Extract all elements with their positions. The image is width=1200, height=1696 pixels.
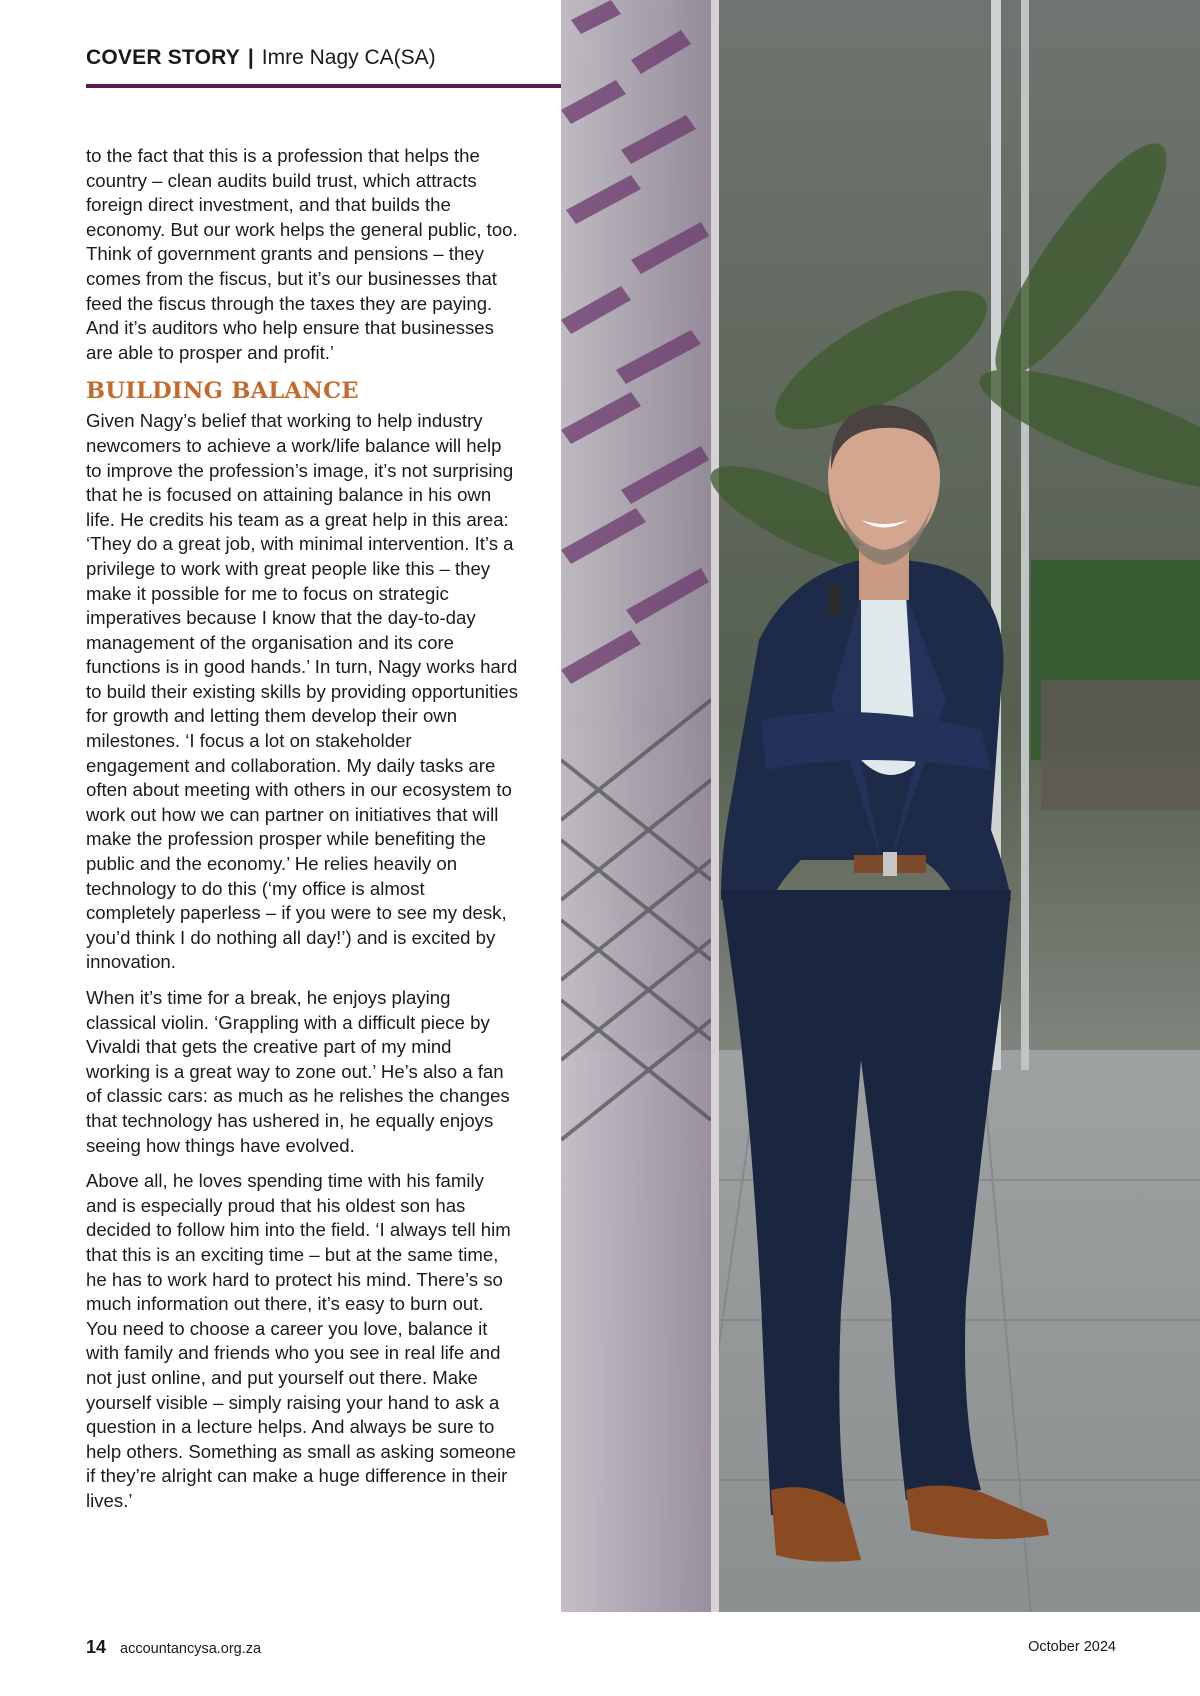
page-number: 14 [86, 1637, 107, 1657]
story-subject: Imre Nagy CA(SA) [261, 46, 436, 69]
section-heading: BUILDING BALANCE [86, 378, 359, 405]
intro-paragraph: to the fact that this is a profession that helps the country – clean audits build trust, which attracts foreign direct investment, and that builds the economy. But our work helps the general public, too. Think of government grants and pensions – they comes from the fiscus, but it’s our businesses that feed the fiscus through the taxes they are paying. And it’s auditors who help ensure that businesses are able to prosper and profit.’ [86, 145, 518, 363]
body-paragraph: Above all, he loves spending time with his family and is especially proud that his oldest son has decided to follow him into the field. ‘I always tell him that this is an exciting time – but at the same time, he has to work hard to protect his mind. There’s so much information out there, it’s easy to burn out. You need to choose a career you love, balance it with family and friends who you see in real life and not just online, and put yourself out there. Make yourself visible – simply raising your hand to ask a question in a lecture helps. And always be sure to help others. Something as small as asking someone if they’re alright can make a huge difference in their lives.’ [86, 1170, 516, 1511]
header-separator: | [247, 46, 254, 69]
body-paragraph: Given Nagy’s belief that working to help industry newcomers to achieve a work/life balance will help to improve the profession’s image, it’s not surprising that he is focused on attaining balance in his own life. He credits his team as a great help in this area: ‘They do a great job, with minimal intervention. It’s a privilege to work with great people like this – they make it possible for me to focus on strategic imperatives because I know that the day-to-day management of the organisation and its core functions is in good hands.’ In turn, Nagy works hard to build their existing skills by providing opportunities for growth and letting them develop their own milestones. ‘I focus a lot on stakeholder engagement and collaboration. My daily tasks are often about meeting with others in our ecosystem to work out how we can partner on initiatives that will make the profession prosper while benefiting the public and the economy.’ He relies heavily on technology to do this (‘my office is almost completely paperless – if you were to see my desk, you’d think I do nothing all day!’) and is excited by innovation. [86, 410, 519, 973]
article-column [86, 144, 518, 1524]
footer-left [86, 1638, 261, 1658]
issue-date: October 2024 [1028, 1639, 1116, 1655]
website-link[interactable]: accountancysa.org.za [120, 1641, 262, 1657]
portrait-photo [561, 0, 1200, 1612]
body-paragraph: When it’s time for a break, he enjoys playing classical violin. ‘Grappling with a difficult piece by Vivaldi that gets the creative part of my mind working is a great way to zone out.’ He’s also a fan of classic cars: as much as he relishes the changes that technology has ushered in, he equally enjoys seeing how things have evolved. [86, 987, 510, 1156]
section-label: COVER STORY [86, 46, 240, 69]
running-header [86, 44, 436, 72]
